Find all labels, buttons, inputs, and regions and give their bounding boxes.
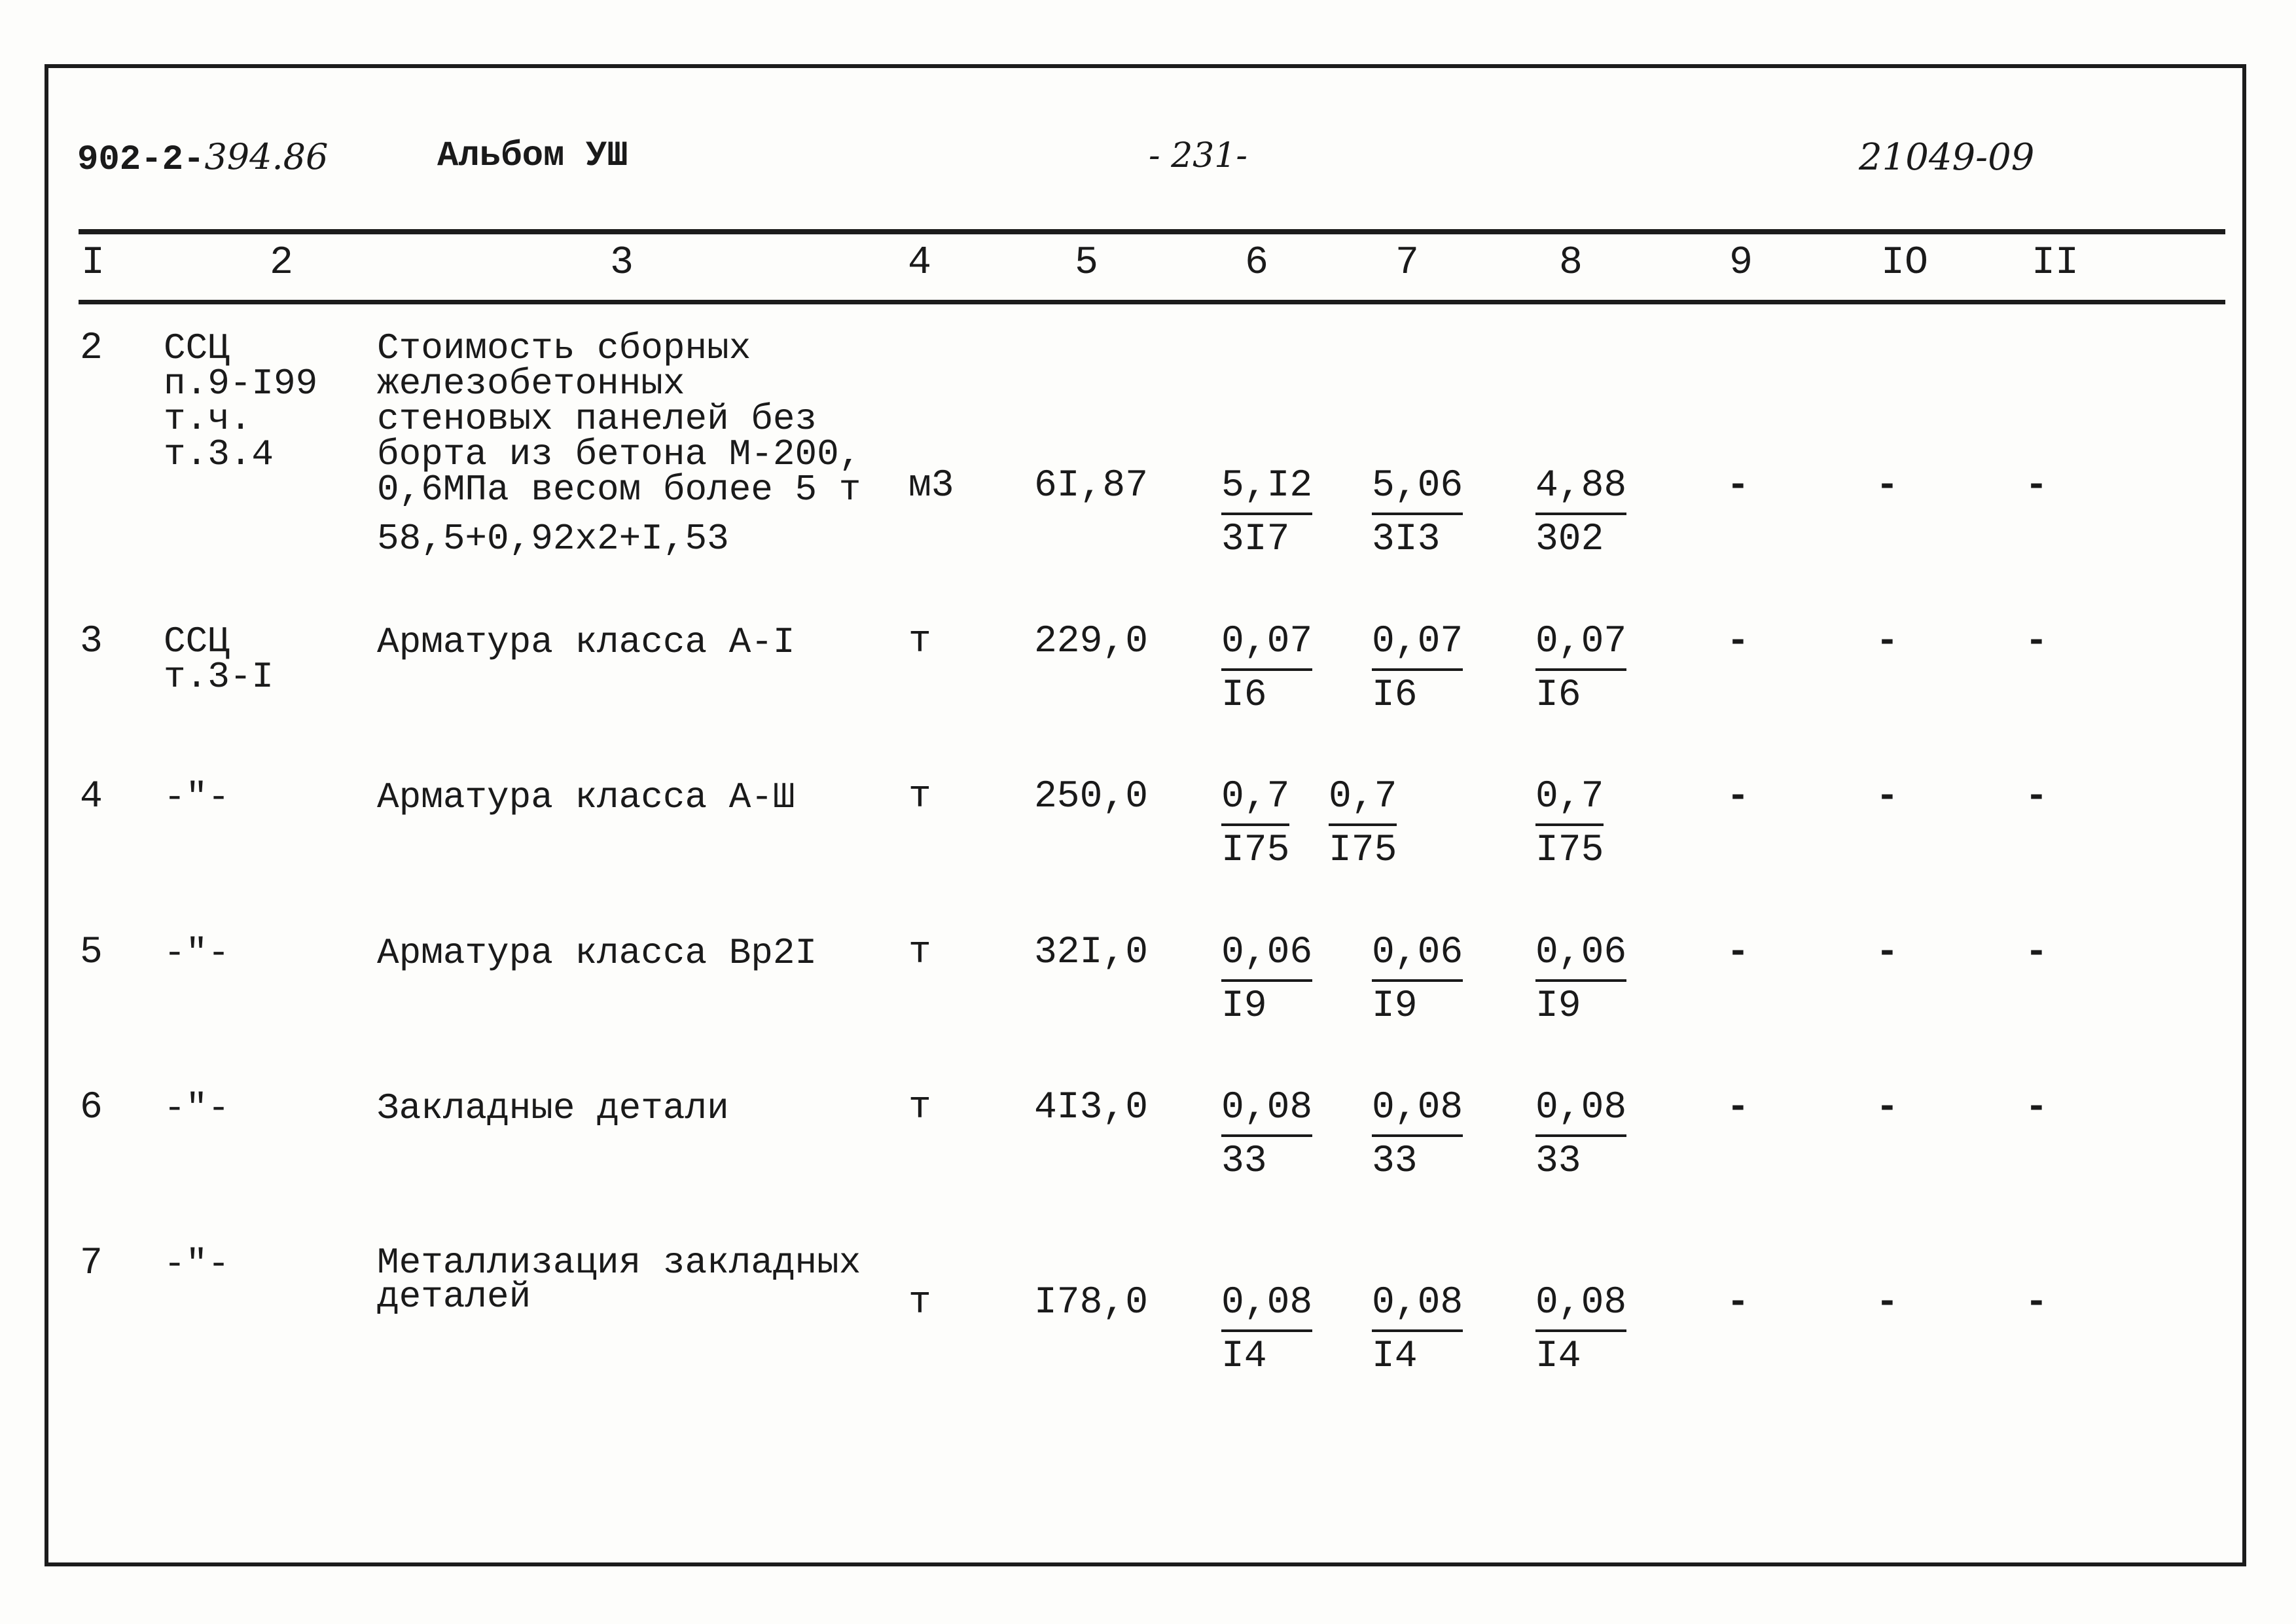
page-number: - 231- bbox=[1149, 136, 1247, 175]
column-9-value: - bbox=[1727, 621, 1749, 663]
unit: т bbox=[908, 776, 931, 818]
column-number-11: II bbox=[2031, 241, 2079, 285]
column-7-value bbox=[1372, 1083, 1463, 1187]
item-name: Стоимость сборных железобетонных стеновых панелей без борта из бетона М-200, 0,6МПа весом более 5 т bbox=[377, 327, 861, 511]
row-number: 5 bbox=[80, 931, 103, 974]
column-7-value bbox=[1372, 461, 1463, 565]
column-8-value bbox=[1535, 772, 1604, 876]
column-7-value bbox=[1329, 772, 1397, 876]
column-6-value bbox=[1221, 461, 1312, 565]
fraction-denominator: I9 bbox=[1535, 985, 1581, 1028]
fraction-denominator: 33 bbox=[1535, 1140, 1581, 1183]
column-number-5: 5 bbox=[1074, 241, 1098, 285]
document-code bbox=[77, 136, 328, 180]
fraction-denominator: I75 bbox=[1535, 829, 1604, 872]
column-8-value bbox=[1535, 617, 1626, 721]
unit: м3 bbox=[908, 465, 954, 507]
fraction-denominator: 302 bbox=[1535, 518, 1604, 561]
fraction-denominator: I6 bbox=[1535, 674, 1581, 717]
fraction-numerator: 0,08 bbox=[1535, 1083, 1626, 1137]
unit: т bbox=[908, 931, 931, 974]
column-number-6: 6 bbox=[1244, 241, 1268, 285]
album-title: Альбом УШ bbox=[437, 136, 628, 176]
unit: т bbox=[908, 1087, 931, 1129]
document-code-printed: 902-2- bbox=[77, 140, 205, 180]
column-number-8: 8 bbox=[1558, 241, 1583, 285]
item-name: Закладные детали bbox=[377, 1087, 729, 1129]
fraction-numerator: 0,07 bbox=[1221, 617, 1312, 671]
row-number: 3 bbox=[80, 621, 103, 663]
column-8-value bbox=[1535, 1278, 1626, 1382]
column-number-1: I bbox=[81, 241, 105, 285]
fraction-denominator: I75 bbox=[1329, 829, 1397, 872]
header-rule-top bbox=[79, 229, 2225, 234]
fraction-denominator: 3I7 bbox=[1221, 518, 1290, 561]
fraction-numerator: 0,7 bbox=[1221, 772, 1289, 826]
fraction-denominator: I6 bbox=[1221, 674, 1267, 717]
document-code-handwritten: 394.86 bbox=[204, 136, 329, 177]
item-name: Арматура класса Вр2I bbox=[377, 932, 817, 974]
header-rule-bottom bbox=[79, 300, 2225, 304]
fraction-numerator: 0,06 bbox=[1535, 928, 1626, 982]
column-11-value: - bbox=[2025, 931, 2048, 974]
fraction-denominator: 33 bbox=[1372, 1140, 1418, 1183]
row-number: 4 bbox=[80, 776, 103, 818]
column-8-value bbox=[1535, 461, 1626, 565]
fraction-denominator: I4 bbox=[1535, 1335, 1581, 1378]
column-8-value bbox=[1535, 1083, 1626, 1187]
column-6-value bbox=[1221, 1083, 1312, 1187]
column-number-10: IO bbox=[1880, 241, 1928, 285]
source-reference: -"- bbox=[164, 776, 230, 818]
unit-price: 229,0 bbox=[1034, 621, 1149, 663]
item-name: Арматура класса А-Ш bbox=[377, 776, 795, 818]
fraction-denominator: I9 bbox=[1221, 985, 1267, 1028]
source-reference: ССЦ п.9-I99 т.ч. т.3.4 bbox=[164, 327, 318, 475]
column-9-value: - bbox=[1727, 465, 1749, 507]
fraction-numerator: 4,88 bbox=[1535, 461, 1626, 515]
fraction-numerator: 0,07 bbox=[1535, 617, 1626, 671]
item-name: Металлизация закладных деталей bbox=[377, 1242, 861, 1318]
row-number: 7 bbox=[80, 1242, 103, 1285]
column-8-value bbox=[1535, 928, 1626, 1032]
column-11-value: - bbox=[2025, 1282, 2048, 1324]
column-9-value: - bbox=[1727, 1282, 1749, 1324]
fraction-numerator: 0,07 bbox=[1372, 617, 1463, 671]
fraction-denominator: I6 bbox=[1372, 674, 1418, 717]
column-11-value: - bbox=[2025, 1087, 2048, 1129]
fraction-numerator: 0,08 bbox=[1535, 1278, 1626, 1332]
column-11-value: - bbox=[2025, 776, 2048, 818]
fraction-numerator: 5,06 bbox=[1372, 461, 1463, 515]
fraction-numerator: 0,08 bbox=[1221, 1278, 1312, 1332]
column-6-value bbox=[1221, 1278, 1312, 1382]
unit-price: 32I,0 bbox=[1034, 931, 1149, 974]
source-reference: -"- bbox=[164, 932, 230, 974]
column-10-value: - bbox=[1876, 931, 1899, 974]
column-11-value: - bbox=[2025, 621, 2048, 663]
row-number: 6 bbox=[80, 1087, 103, 1129]
fraction-denominator: I75 bbox=[1221, 829, 1290, 872]
fraction-denominator: I4 bbox=[1372, 1335, 1418, 1378]
column-9-value: - bbox=[1727, 776, 1749, 818]
column-10-value: - bbox=[1876, 776, 1899, 818]
source-reference: ССЦ т.3-I bbox=[164, 621, 274, 698]
item-formula: 58,5+0,92х2+I,53 bbox=[377, 518, 729, 560]
fraction-numerator: 0,06 bbox=[1221, 928, 1312, 982]
column-number-4: 4 bbox=[907, 241, 931, 285]
reference-number: 21049-09 bbox=[1859, 136, 2035, 179]
column-number-3: 3 bbox=[609, 241, 634, 285]
column-9-value: - bbox=[1727, 931, 1749, 974]
fraction-denominator: 3I3 bbox=[1372, 518, 1441, 561]
column-10-value: - bbox=[1876, 1282, 1899, 1324]
column-7-value bbox=[1372, 928, 1463, 1032]
column-number-2: 2 bbox=[269, 241, 293, 285]
source-reference: -"- bbox=[164, 1087, 230, 1129]
column-6-value bbox=[1221, 772, 1289, 876]
unit: т bbox=[908, 1282, 931, 1324]
column-6-value bbox=[1221, 928, 1312, 1032]
column-10-value: - bbox=[1876, 621, 1899, 663]
fraction-numerator: 0,08 bbox=[1221, 1083, 1312, 1137]
column-number-9: 9 bbox=[1729, 241, 1753, 285]
column-7-value bbox=[1372, 1278, 1463, 1382]
unit-price: 6I,87 bbox=[1034, 465, 1149, 507]
fraction-numerator: 0,7 bbox=[1535, 772, 1604, 826]
fraction-denominator: I4 bbox=[1221, 1335, 1267, 1378]
unit-price: I78,0 bbox=[1034, 1282, 1149, 1324]
column-7-value bbox=[1372, 617, 1463, 721]
column-9-value: - bbox=[1727, 1087, 1749, 1129]
column-10-value: - bbox=[1876, 1087, 1899, 1129]
fraction-denominator: I9 bbox=[1372, 985, 1418, 1028]
row-number: 2 bbox=[80, 327, 103, 370]
unit-price: 250,0 bbox=[1034, 776, 1149, 818]
column-11-value: - bbox=[2025, 465, 2048, 507]
fraction-numerator: 5,I2 bbox=[1221, 461, 1312, 515]
unit-price: 4I3,0 bbox=[1034, 1087, 1149, 1129]
unit: т bbox=[908, 621, 931, 663]
item-name: Арматура класса А-I bbox=[377, 621, 795, 663]
fraction-numerator: 0,08 bbox=[1372, 1083, 1463, 1137]
column-number-7: 7 bbox=[1395, 241, 1419, 285]
source-reference: -"- bbox=[164, 1243, 230, 1285]
fraction-numerator: 0,06 bbox=[1372, 928, 1463, 982]
fraction-denominator: 33 bbox=[1221, 1140, 1267, 1183]
column-10-value: - bbox=[1876, 465, 1899, 507]
column-6-value bbox=[1221, 617, 1312, 721]
fraction-numerator: 0,7 bbox=[1329, 772, 1397, 826]
fraction-numerator: 0,08 bbox=[1372, 1278, 1463, 1332]
